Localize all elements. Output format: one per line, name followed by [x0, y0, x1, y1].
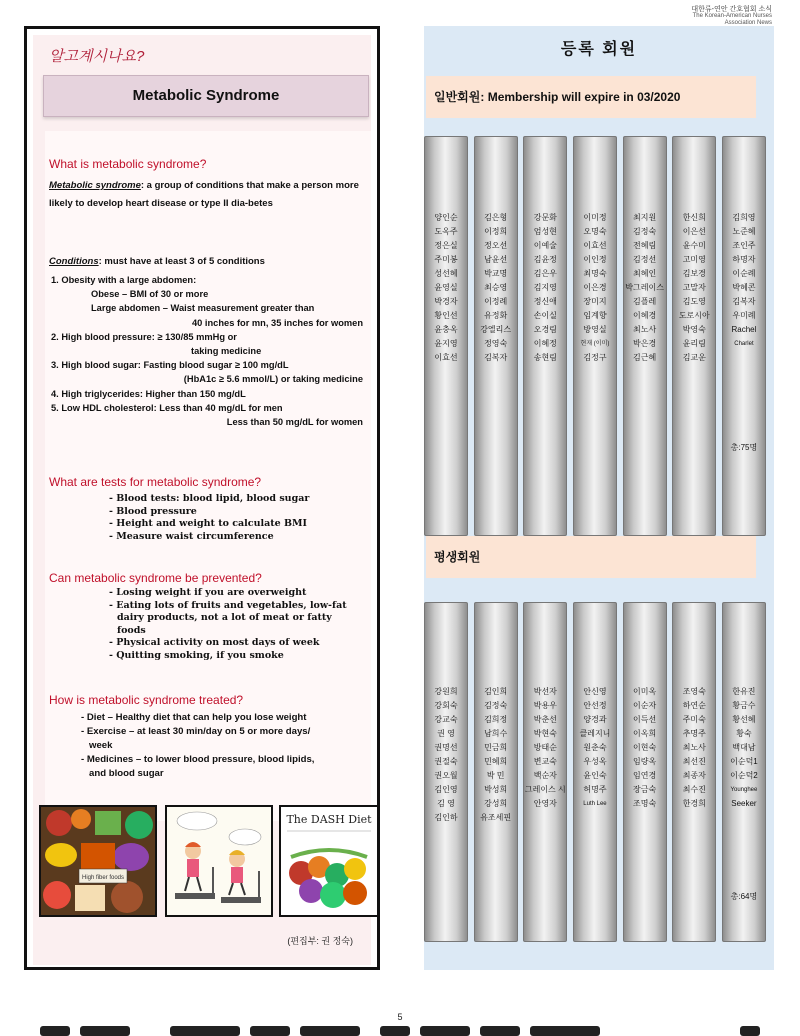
regular-member-column-names	[574, 211, 616, 365]
member-name: 민혜희	[484, 757, 508, 766]
member-name: 박경자	[434, 297, 458, 306]
member-name: Rachel	[731, 325, 757, 334]
life-member-column-names	[624, 685, 666, 811]
treat-item: - Exercise – at least 30 min/day on 5 or more days/	[81, 726, 311, 737]
member-name: 김희정	[484, 715, 508, 724]
member-name: 김은형	[484, 213, 508, 222]
member-name: 김도영	[682, 297, 706, 306]
member-name: 김윤정	[533, 255, 557, 264]
member-name: 장금숙	[633, 785, 657, 794]
member-name: 방영실	[583, 325, 607, 334]
member-name: 우성옥	[583, 757, 607, 766]
condition-line: 40 inches for mn, 35 inches for women	[191, 317, 363, 328]
article-body	[45, 131, 371, 821]
editor-credit: (편집부: 권 정숙)	[287, 936, 353, 946]
member-name: 오경림	[533, 325, 557, 334]
member-name: 고미영	[682, 255, 706, 264]
exercise-cartoon-image	[165, 805, 273, 917]
regular-member-column	[424, 136, 468, 536]
regular-member-column-names	[624, 211, 666, 365]
member-name: 윤인숙	[583, 771, 607, 780]
dash-diet-title: The DASH Diet	[286, 813, 372, 826]
article-title: Metabolic Syndrome	[43, 75, 369, 117]
prevent-item: - Eating lots of fruits and vegetables, low-fat	[109, 599, 347, 611]
tests-item: - Measure waist circumference	[109, 530, 274, 542]
member-name: 정은실	[434, 241, 458, 250]
member-name: 하명자	[732, 255, 756, 264]
member-name: 안신영	[583, 687, 607, 696]
treadmill-cartoon	[167, 807, 271, 915]
member-name: 이미정	[583, 213, 607, 222]
member-name: 김복자	[484, 353, 508, 362]
member-name: 유정화	[484, 311, 508, 320]
member-name: 강교숙	[434, 715, 458, 724]
condition-line: 3. High blood sugar: Fasting blood sugar ≥ 100 mg/dL	[51, 360, 289, 371]
treat-item: - Medicines – to lower blood pressure, blood lipids,	[81, 754, 315, 765]
member-name: 김플레	[633, 297, 657, 306]
panel-background	[33, 35, 371, 965]
member-name: 황인선	[434, 311, 458, 320]
kicker-heading: 알고계시나요?	[49, 48, 145, 65]
member-name: 권오월	[434, 771, 458, 780]
page-number: 5	[397, 1012, 403, 1022]
member-name: 조인주	[732, 241, 756, 250]
dash-diet-image	[279, 805, 379, 917]
member-name: 임계향	[583, 311, 607, 320]
regular-member-column-names	[475, 211, 517, 365]
member-name: 이현숙	[633, 743, 657, 752]
regular-members-columns	[424, 136, 766, 536]
member-name: 이득선	[633, 715, 657, 724]
prevent-item: - Quitting smoking, if you smoke	[109, 649, 284, 661]
member-name: 임연경	[633, 771, 657, 780]
member-name: 이은경	[583, 283, 607, 292]
member-name: 윤충옥	[434, 325, 458, 334]
regular-member-column	[523, 136, 567, 536]
member-name: 황금수	[732, 701, 756, 710]
member-name: 강엘리스	[480, 325, 512, 334]
member-name: 최종자	[682, 771, 706, 780]
member-name: 김지영	[533, 283, 557, 292]
member-name: 박춘선	[533, 715, 557, 724]
member-name: 김인하	[434, 813, 458, 822]
member-name: 이효선	[434, 353, 458, 362]
member-name: 남희수	[484, 729, 508, 738]
life-member-column	[573, 602, 617, 942]
condition-line: Large abdomen – Waist measurement greater than	[91, 303, 315, 314]
life-member-column	[424, 602, 468, 942]
member-name: 도로시아	[678, 311, 710, 320]
member-name: 정영숙	[484, 339, 508, 348]
condition-line: Less than 50 mg/dL for women	[226, 417, 363, 428]
member-name: 권명선	[434, 743, 458, 752]
member-name: 최선진	[682, 757, 706, 766]
member-name: 조영숙	[682, 687, 706, 696]
member-name: 박교명	[484, 269, 508, 278]
member-name: 이순덕1	[730, 757, 758, 766]
life-member-column-names	[673, 685, 715, 811]
member-name: 이순덕2	[730, 771, 758, 780]
life-members-columns	[424, 602, 766, 942]
member-name: 성선혜	[434, 269, 458, 278]
treat-list	[81, 711, 371, 781]
food-sign-text: High fiber foods	[81, 875, 125, 881]
registered-members-title: 등록 회원	[560, 41, 638, 58]
member-name: 김근혜	[633, 353, 657, 362]
condition-line: (HbA1c ≥ 5.6 mmol/L) or taking medicine	[183, 374, 363, 385]
member-name: 남윤선	[484, 255, 508, 264]
member-name: 최노사	[682, 743, 706, 752]
regular-member-total-count: 총:75명	[730, 443, 758, 452]
member-name: 클레지니	[579, 729, 611, 738]
member-name: 이정희	[484, 227, 508, 236]
member-name: 최승영	[484, 283, 508, 292]
member-name: 노준혜	[732, 227, 756, 236]
member-name: 현재 (이미)	[580, 341, 610, 347]
member-name: 유조세핀	[480, 813, 512, 822]
member-name: 허명주	[583, 785, 607, 794]
member-name: 강성희	[484, 799, 508, 808]
member-name: 한신희	[682, 213, 706, 222]
member-name: 박혜콘	[732, 283, 756, 292]
member-name: 주미숙	[682, 715, 706, 724]
member-name: 김교운	[682, 353, 706, 362]
member-name: 권절숙	[434, 757, 458, 766]
prevent-heading: Can metabolic syndrome be prevented?	[49, 571, 262, 585]
life-member-column-names	[723, 685, 765, 811]
member-name: 이혜정	[533, 339, 557, 348]
member-name: 고말자	[682, 283, 706, 292]
tests-item: - Blood pressure	[109, 505, 197, 517]
life-members-label: 평생회원	[426, 536, 756, 578]
member-name: 박영숙	[682, 325, 706, 334]
member-name: 최지원	[633, 213, 657, 222]
member-name: Charlet	[734, 341, 754, 347]
member-name: 이순례	[732, 269, 756, 278]
member-name: 김정숙	[633, 227, 657, 236]
member-name: 김보경	[682, 269, 706, 278]
member-name: 이혜경	[633, 311, 657, 320]
food-illustration	[41, 807, 155, 915]
condition-line: taking medicine	[191, 346, 262, 357]
member-name: 변교숙	[533, 757, 557, 766]
org-name: 대한류-연안 간호협회 소식	[691, 6, 772, 13]
member-name: 이순자	[633, 701, 657, 710]
regular-member-column-names	[425, 211, 467, 365]
member-name: 황선혜	[732, 715, 756, 724]
regular-member-column-names	[723, 211, 765, 351]
tests-item: - Blood tests: blood lipid, blood sugar	[109, 493, 310, 504]
org-english-name: The Korean-American Nurses Association News	[692, 13, 772, 26]
regular-member-column	[623, 136, 667, 536]
member-name: 하연순	[682, 701, 706, 710]
metabolic-syndrome-panel	[24, 26, 380, 970]
member-name: 민금희	[484, 743, 508, 752]
regular-members-label: 일반회원: Membership will expire in 03/2020	[426, 76, 756, 118]
what-text: : a group of conditions that make a person more likely to develop heart disease or type II dia-betes	[49, 180, 359, 209]
member-name: 윤지영	[434, 339, 458, 348]
member-name: 전혜림	[633, 241, 657, 250]
member-name: 윤영실	[434, 283, 458, 292]
member-name: 박성희	[484, 785, 508, 794]
member-name: 이은선	[682, 227, 706, 236]
member-name: 윤수미	[682, 241, 706, 250]
member-name: 강문화	[533, 213, 557, 222]
member-name: Seeker	[731, 799, 757, 808]
condition-line: 4. High triglycerides: Higher than 150 mg/dL	[51, 388, 246, 399]
member-name: 박은경	[633, 339, 657, 348]
member-name: 한경희	[682, 799, 706, 808]
member-name: 이미옥	[633, 687, 657, 696]
member-name: 정신애	[533, 297, 557, 306]
member-name: 이인정	[583, 255, 607, 264]
tests-item: - Height and weight to calculate BMI	[109, 518, 307, 529]
member-name: 정오선	[484, 241, 508, 250]
life-member-total-count: 총:64명	[730, 892, 758, 901]
member-name: 황숙	[736, 729, 752, 738]
regular-member-column-names	[524, 211, 566, 365]
prevent-item: dairy products, not a lot of meat or fatty	[117, 612, 332, 623]
member-name: 손이실	[533, 311, 557, 320]
condition-line: 5. Low HDL cholesterol: Less than 40 mg/dL for men	[51, 402, 283, 413]
member-name: 박 민	[486, 771, 505, 780]
life-member-column-names	[524, 685, 566, 811]
member-name: 임량옥	[633, 757, 657, 766]
member-name: 그레이스 시	[524, 785, 566, 794]
prevent-item: foods	[117, 624, 146, 636]
member-name: 한유진	[732, 687, 756, 696]
life-member-column-names	[475, 685, 517, 825]
member-name: 최명숙	[583, 269, 607, 278]
life-member-column	[523, 602, 567, 942]
what-definition	[49, 177, 365, 213]
member-name: 이정례	[484, 297, 508, 306]
condition-line: 2. High blood pressure: ≥ 130/85 mmHg or	[51, 331, 237, 342]
member-name: 최혜인	[633, 269, 657, 278]
member-name: 최수진	[682, 785, 706, 794]
tests-list	[109, 493, 309, 543]
footer-cut-off-text	[0, 1026, 800, 1036]
member-name: 우미례	[732, 311, 756, 320]
member-name: 이예술	[533, 241, 557, 250]
condition-line: 1. Obesity with a large abdomen:	[51, 275, 197, 285]
member-name: 강회숙	[434, 701, 458, 710]
condition-line: Obese – BMI of 30 or more	[91, 289, 209, 300]
member-name: 방태순	[533, 743, 557, 752]
member-name: 주미봉	[434, 255, 458, 264]
member-name: 추명주	[682, 729, 706, 738]
member-name: 김 영	[437, 799, 455, 808]
member-name: 안영자	[533, 799, 557, 808]
registered-members-panel	[424, 26, 774, 970]
prevent-list	[109, 587, 365, 662]
member-name: 김복자	[732, 297, 756, 306]
what-term: Metabolic syndrome	[49, 180, 141, 191]
life-member-column	[672, 602, 716, 942]
member-name: 박용우	[533, 701, 557, 710]
member-name: 양경과	[583, 715, 607, 724]
member-name: 조명숙	[633, 799, 657, 808]
illustration-row	[39, 805, 379, 921]
regular-member-column	[722, 136, 766, 536]
dash-diet-cover	[281, 807, 377, 915]
treat-item: week	[89, 740, 113, 751]
prevent-item: - Physical activity on most days of week	[109, 637, 320, 648]
member-name: 이옥희	[633, 729, 657, 738]
member-name: 김인영	[434, 785, 458, 794]
member-name: 박그레이스	[625, 283, 664, 292]
life-member-column	[722, 602, 766, 942]
conditions-list	[51, 273, 367, 429]
conditions-text: : must have at least 3 of 5 conditions	[98, 256, 265, 267]
member-name: 최노사	[633, 325, 657, 334]
what-heading: What is metabolic syndrome?	[49, 157, 207, 171]
regular-member-column	[474, 136, 518, 536]
regular-member-column	[672, 136, 716, 536]
member-name: 도옥주	[434, 227, 458, 236]
member-name: 양인순	[434, 213, 458, 222]
member-name: Younghee	[730, 787, 758, 793]
regular-member-column-names	[673, 211, 715, 365]
treat-item: - Diet – Healthy diet that can help you lose weight	[81, 712, 307, 723]
tests-heading: What are tests for metabolic syndrome?	[49, 475, 262, 489]
member-name: 박현숙	[533, 729, 557, 738]
member-name: 박선자	[533, 687, 557, 696]
member-name: 김은우	[533, 269, 557, 278]
member-name: 권 영	[437, 729, 455, 738]
member-name: 백순자	[533, 771, 557, 780]
member-name: 원춘숙	[583, 743, 607, 752]
treat-heading: How is metabolic syndrome treated?	[49, 693, 244, 707]
member-name: 김정숙	[484, 701, 508, 710]
member-name: 김희영	[732, 213, 756, 222]
life-member-column	[623, 602, 667, 942]
member-name: Luth Lee	[583, 801, 607, 807]
member-name: 백대남	[732, 743, 756, 752]
member-name: 이효선	[583, 241, 607, 250]
conditions-intro	[49, 253, 365, 271]
conditions-term: Conditions	[49, 256, 99, 267]
treat-item: and blood sugar	[89, 768, 164, 779]
member-name: 오명숙	[583, 227, 607, 236]
member-name: 윤리림	[682, 339, 706, 348]
life-member-column-names	[574, 685, 616, 811]
life-member-column-names	[425, 685, 467, 825]
member-name: 장미지	[583, 297, 607, 306]
regular-member-column	[573, 136, 617, 536]
member-name: 김정구	[583, 353, 607, 362]
member-name: 강원희	[434, 687, 458, 696]
member-name: 김인희	[484, 687, 508, 696]
life-member-column	[474, 602, 518, 942]
healthy-food-image	[39, 805, 157, 917]
prevent-item: - Losing weight if you are overweight	[109, 587, 307, 598]
member-name: 송현림	[533, 353, 557, 362]
member-name: 김정선	[633, 255, 657, 264]
member-name: 엄성현	[533, 227, 557, 236]
member-name: 안선정	[583, 701, 607, 710]
